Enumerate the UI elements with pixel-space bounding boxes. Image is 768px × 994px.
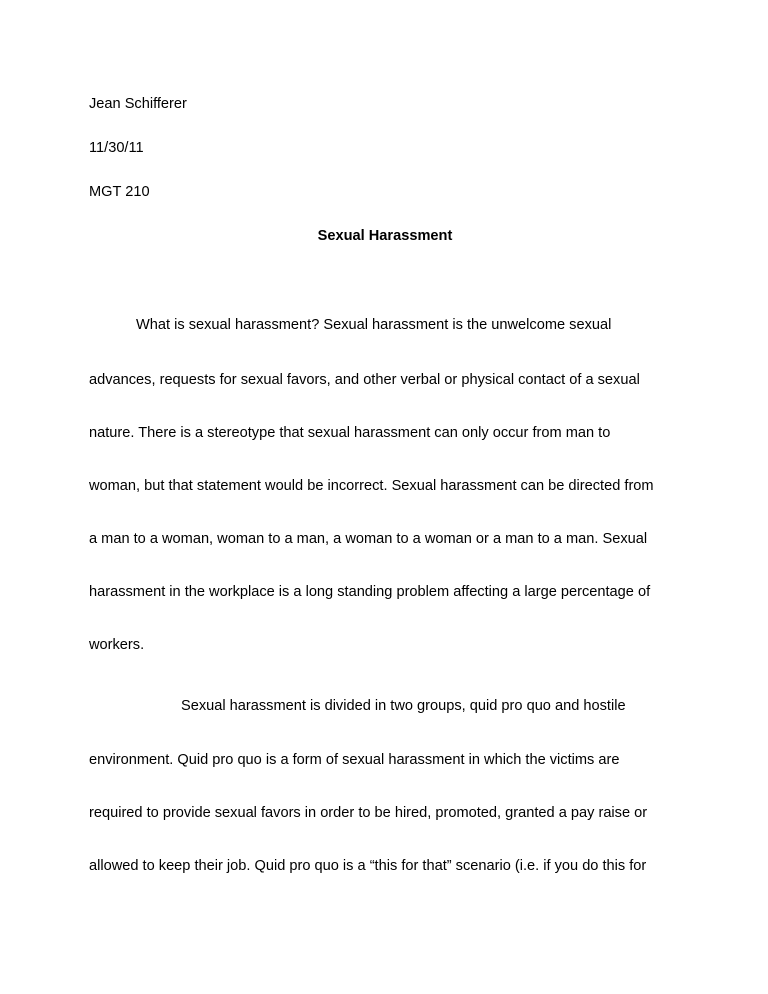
author-name: Jean Schifferer: [89, 96, 187, 112]
document-date: 11/30/11: [89, 140, 144, 156]
paragraph-1-line-6: harassment in the workplace is a long standing problem affecting a large percentage of: [89, 584, 651, 600]
paragraph-2-line-3: required to provide sexual favors in order to be hired, promoted, granted a pay raise or: [89, 805, 648, 821]
paragraph-1-line-2: advances, requests for sexual favors, and other verbal or physical contact of a sexual: [89, 372, 640, 388]
course-code: MGT 210: [89, 184, 150, 200]
document-title-row: [0, 227, 768, 245]
paragraph-2-line-2: environment. Quid pro quo is a form of sexual harassment in which the victims are: [89, 752, 620, 768]
document-title: Sexual Harassment: [317, 228, 453, 244]
paragraph-2-line-4: allowed to keep their job. Quid pro quo is a “this for that” scenario (i.e. if you do this for: [89, 858, 647, 874]
paragraph-1-line-3: nature. There is a stereotype that sexual harassment can only occur from man to: [89, 425, 611, 441]
paragraph-1-line-5: a man to a woman, woman to a man, a woman to a woman or a man to a man. Sexual: [89, 531, 648, 547]
paragraph-1-line-7: workers.: [89, 637, 145, 653]
paragraph-1-line-1: What is sexual harassment? Sexual harassment is the unwelcome sexual: [136, 317, 612, 333]
paragraph-1-line-4: woman, but that statement would be incorrect. Sexual harassment can be directed from: [89, 478, 654, 494]
paragraph-2-line-1: Sexual harassment is divided in two groups, quid pro quo and hostile: [181, 698, 626, 714]
